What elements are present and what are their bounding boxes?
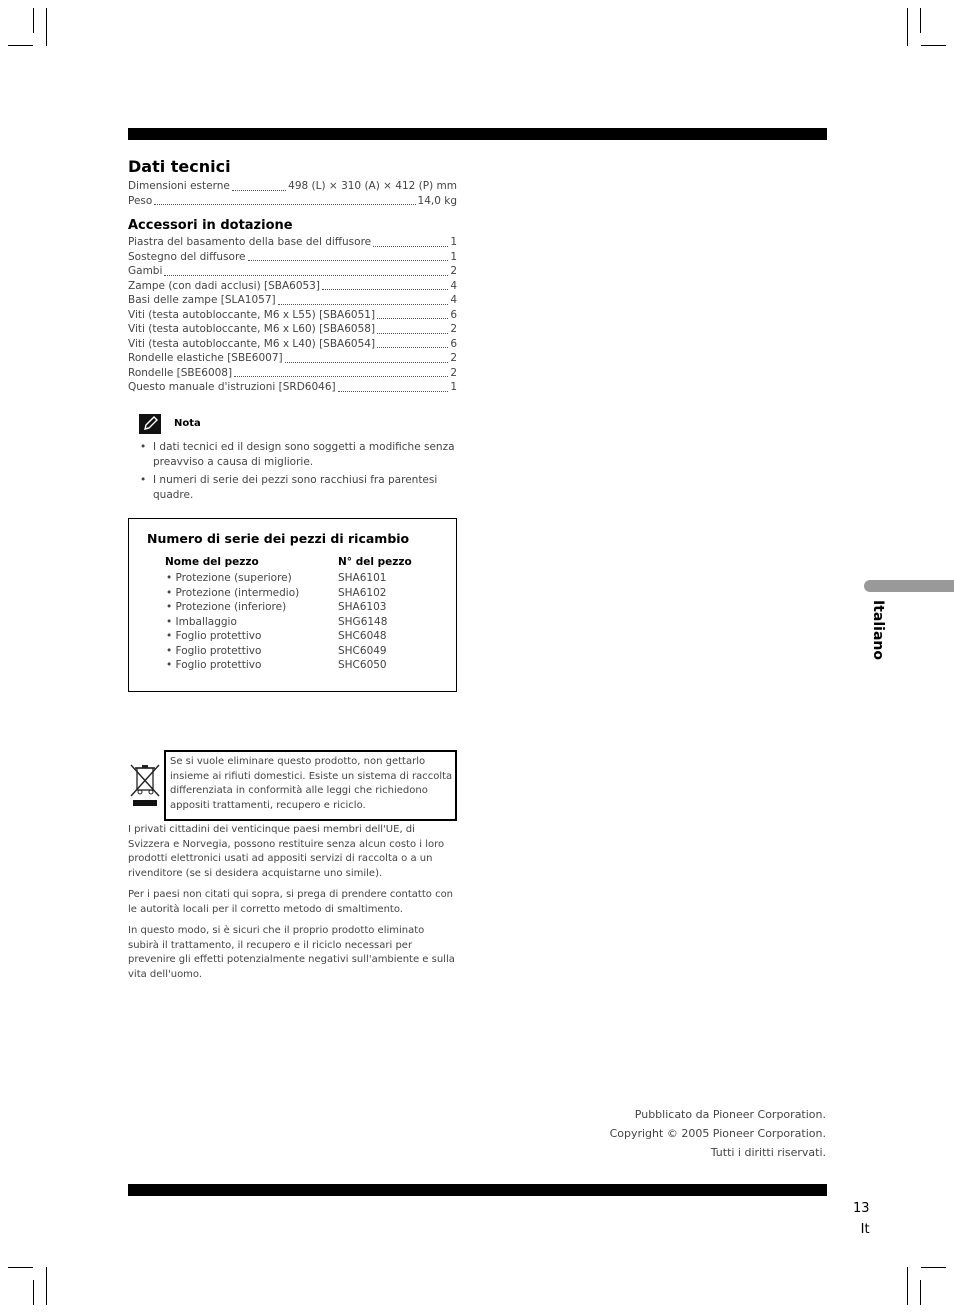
part-name: • Foglio protettivo — [166, 659, 262, 671]
row-label: Questo manuale d'istruzioni [SRD6046] — [128, 381, 336, 393]
column-header-code: N° del pezzo — [338, 556, 412, 568]
disposal-paragraph: In questo modo, si è sicuri che il proprio prodotto eliminato subirà il trattamento, il recupero e il riciclo necessari per prevenire gli effetti potenzialmente negativi sull'ambiente e sulla vita dell'uomo. — [128, 925, 455, 980]
row-value: 1 — [450, 381, 457, 393]
part-name: • Foglio protettivo — [166, 644, 262, 657]
row-value: 1 — [450, 236, 457, 248]
row-value: 6 — [450, 308, 457, 321]
part-code: SHA6101 — [338, 572, 387, 584]
row-label: Viti (testa autobloccante, M6 x L40) [SBA6054] — [128, 337, 376, 350]
rights-line: Tutti i diritti riservati. — [710, 1146, 826, 1159]
spare-parts-title: Numero di serie dei pezzi di ricambio — [147, 531, 410, 546]
row-label: Sostegno del diffusore — [128, 250, 246, 263]
weee-bin-icon — [128, 762, 162, 808]
dot-leader — [154, 204, 415, 205]
spec-row — [128, 293, 457, 308]
column-header-name: Nome del pezzo — [165, 556, 259, 568]
spec-row — [128, 250, 457, 265]
part-name: • Protezione (superiore) — [166, 572, 292, 584]
row-value: 1 — [450, 250, 457, 263]
spec-row — [128, 337, 457, 352]
part-code: SHA6102 — [338, 586, 387, 599]
dot-leader — [278, 304, 449, 305]
part-name: • Protezione (inferiore) — [166, 601, 287, 613]
dot-leader — [232, 190, 286, 191]
part-code: SHC6049 — [338, 644, 387, 657]
row-value: 6 — [450, 337, 457, 350]
accessories-title: Accessori in dotazione — [128, 218, 293, 233]
note-list — [140, 440, 456, 506]
row-label: Zampe (con dadi acclusi) [SBA6053] — [128, 279, 320, 292]
part-code: SHC6050 — [338, 659, 387, 671]
list-item: • I dati tecnici ed il design sono soggetti a modifiche senza preavviso a causa di migliorie. — [140, 440, 456, 469]
accessories-list — [128, 235, 457, 395]
row-label: Piastra del basamento della base del diffusore — [128, 236, 372, 248]
disposal-notice: Se si vuole eliminare questo prodotto, non gettarlo insieme ai rifiuti domestici. Esiste un sistema di raccolta differenziata in conformità alle leggi che richiedono appositi trattamenti, recupero e riciclo. — [164, 750, 457, 821]
list-item: • I numeri di serie dei pezzi sono racchiusi fra parentesi quadre. — [140, 473, 456, 502]
part-code: SHA6103 — [338, 601, 387, 613]
part-names — [166, 571, 299, 673]
row-label: Basi delle zampe [SLA1057] — [128, 294, 276, 306]
dot-leader — [338, 391, 449, 392]
part-code: SHG6148 — [338, 615, 388, 628]
part-name: • Foglio protettivo — [166, 630, 262, 642]
row-value: 2 — [450, 352, 457, 364]
page-title: Dati tecnici — [128, 157, 231, 176]
page-number-value: 13 — [853, 1201, 870, 1216]
dot-leader — [234, 376, 448, 377]
spec-row — [128, 179, 457, 194]
dot-leader — [377, 318, 448, 319]
spec-row — [128, 194, 457, 209]
dot-leader — [377, 347, 448, 348]
part-code: SHC6048 — [338, 630, 387, 642]
disposal-paragraph: I privati cittadini dei venticinque paesi membri dell'UE, di Svizzera e Norvegia, possono restituire senza alcun costo i loro prodotti elettronici usati ad appositi servizi di raccolta o a un rivenditore (se si desidera acquistarne uno simile). — [128, 824, 445, 879]
publisher-info — [610, 1105, 826, 1162]
dot-leader — [377, 333, 448, 334]
spare-parts-box — [128, 518, 457, 692]
dot-leader — [373, 246, 448, 247]
part-name: • Imballaggio — [166, 615, 237, 628]
dot-leader — [285, 362, 449, 363]
dot-leader — [322, 289, 448, 290]
row-value: 4 — [450, 294, 457, 306]
spec-row — [128, 366, 457, 381]
dot-leader — [248, 260, 449, 261]
specs-list — [128, 179, 457, 208]
part-name: • Protezione (intermedio) — [166, 586, 300, 599]
row-value: 498 (L) × 310 (A) × 412 (P) mm — [288, 180, 457, 192]
spec-row — [128, 308, 457, 323]
spec-row — [128, 279, 457, 294]
publisher-line: Pubblicato da Pioneer Corporation. — [634, 1108, 826, 1121]
row-value: 4 — [450, 279, 457, 292]
page-number — [853, 1198, 870, 1240]
row-value: 14,0 kg — [417, 194, 457, 207]
row-label: Rondelle elastiche [SBE6007] — [128, 352, 283, 364]
part-codes — [338, 571, 387, 673]
row-label: Viti (testa autobloccante, M6 x L55) [SBA6051] — [128, 308, 376, 321]
disposal-paragraph: Per i paesi non citati qui sopra, si prega di prendere contatto con le autorità locali per il corretto metodo di smaltimento. — [128, 889, 454, 915]
row-label: Dimensioni esterne — [128, 180, 230, 192]
row-value: 2 — [450, 265, 457, 277]
row-label: Rondelle [SBE6008] — [128, 366, 233, 379]
page-language-code: It — [860, 1222, 870, 1237]
row-value: 2 — [450, 366, 457, 379]
spec-row — [128, 235, 457, 250]
row-label: Peso — [128, 194, 153, 207]
note-title: Nota — [174, 418, 201, 429]
row-value: 2 — [450, 323, 457, 335]
top-rule — [128, 128, 827, 140]
row-label: Viti (testa autobloccante, M6 x L60) [SBA6058] — [128, 323, 376, 335]
language-label: Italiano — [870, 600, 886, 660]
spec-row — [128, 322, 457, 337]
dot-leader — [164, 275, 448, 276]
spec-row — [128, 351, 457, 366]
bottom-rule — [128, 1184, 827, 1196]
row-label: Gambi — [128, 265, 163, 277]
copyright-line: Copyright © 2005 Pioneer Corporation. — [609, 1127, 826, 1140]
language-tab-bar — [864, 580, 954, 592]
pencil-icon — [139, 414, 161, 434]
spec-row — [128, 380, 457, 395]
spec-row — [128, 264, 457, 279]
